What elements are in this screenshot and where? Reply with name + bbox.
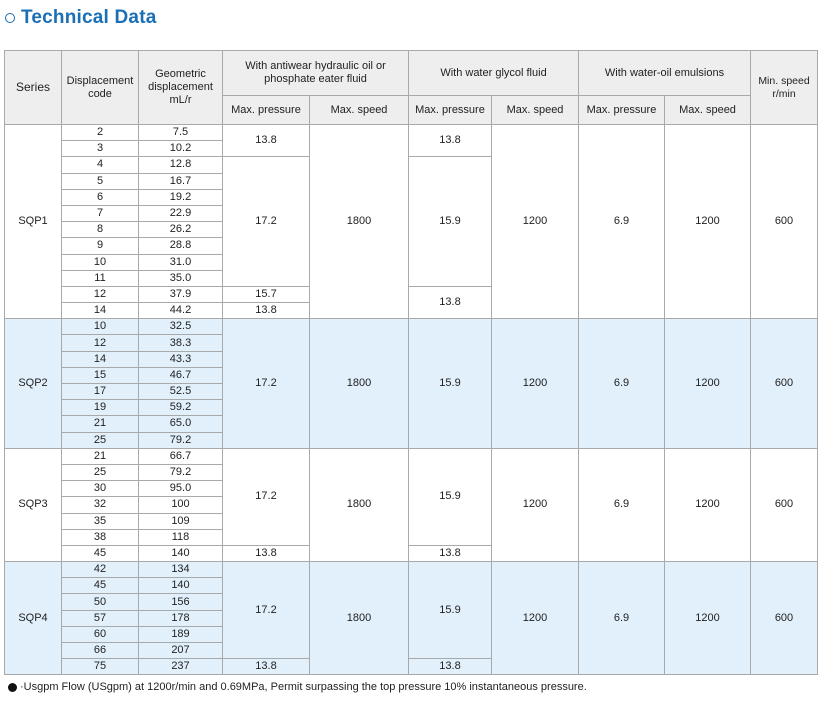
code-cell: 5: [62, 173, 139, 189]
footnote: [8, 681, 587, 693]
we-pressure-cell: 6.9: [579, 562, 665, 675]
code-cell: 17: [62, 384, 139, 400]
code-cell: 14: [62, 303, 139, 319]
header-max-speed: Max. speed: [492, 96, 579, 125]
code-cell: 75: [62, 659, 139, 675]
code-cell: 11: [62, 270, 139, 286]
code-cell: 38: [62, 529, 139, 545]
we-speed-cell: 1200: [665, 448, 751, 561]
displacement-cell: 59.2: [139, 400, 223, 416]
code-cell: 57: [62, 610, 139, 626]
code-cell: 21: [62, 448, 139, 464]
displacement-cell: 189: [139, 626, 223, 642]
technical-data-table: [4, 50, 818, 675]
section-title: Technical Data: [21, 7, 157, 28]
displacement-cell: 7.5: [139, 125, 223, 141]
series-name: SQP1: [5, 125, 62, 319]
displacement-cell: 32.5: [139, 319, 223, 335]
code-cell: 3: [62, 141, 139, 157]
we-pressure-cell: 6.9: [579, 319, 665, 449]
code-cell: 9: [62, 238, 139, 254]
wg-pressure-cell: 15.9: [409, 319, 492, 449]
displacement-cell: 79.2: [139, 432, 223, 448]
header-max-speed: Max. speed: [665, 96, 751, 125]
aw-pressure-cell: 17.2: [223, 448, 310, 545]
code-cell: 2: [62, 125, 139, 141]
aw-pressure-cell: 17.2: [223, 157, 310, 287]
displacement-cell: 140: [139, 545, 223, 561]
table-row: [5, 448, 818, 464]
wg-speed-cell: 1200: [492, 448, 579, 561]
aw-pressure-cell: 17.2: [223, 319, 310, 449]
displacement-cell: 109: [139, 513, 223, 529]
circle-bullet-icon: [5, 13, 15, 23]
footnote-text: ·Usgpm Flow (USgpm) at 1200r/min and 0.69MPa, Permit surpassing the top pressure 10% instantaneous pressure.: [20, 681, 587, 693]
series-name: SQP2: [5, 319, 62, 449]
code-cell: 66: [62, 643, 139, 659]
displacement-cell: 134: [139, 562, 223, 578]
wg-pressure-cell: 13.8: [409, 286, 492, 318]
displacement-cell: 65.0: [139, 416, 223, 432]
code-cell: 25: [62, 432, 139, 448]
header-max-pressure: Max. pressure: [409, 96, 492, 125]
header-water-glycol-group: With water glycol fluid: [409, 51, 579, 96]
code-cell: 10: [62, 319, 139, 335]
table-row: [5, 562, 818, 578]
wg-pressure-cell: 13.8: [409, 125, 492, 157]
code-cell: 12: [62, 286, 139, 302]
code-cell: 50: [62, 594, 139, 610]
displacement-cell: 22.9: [139, 205, 223, 221]
table-row: [5, 125, 818, 141]
series-group-sqp2: [5, 319, 818, 449]
min-speed-cell: 600: [751, 125, 818, 319]
code-cell: 30: [62, 481, 139, 497]
displacement-cell: 46.7: [139, 367, 223, 383]
series-name: SQP3: [5, 448, 62, 561]
code-cell: 32: [62, 497, 139, 513]
code-cell: 4: [62, 157, 139, 173]
wg-speed-cell: 1200: [492, 125, 579, 319]
table-row: [5, 319, 818, 335]
code-cell: 35: [62, 513, 139, 529]
aw-pressure-cell: 13.8: [223, 303, 310, 319]
displacement-cell: 37.9: [139, 286, 223, 302]
series-group-sqp1: [5, 125, 818, 319]
header-series: Series: [5, 51, 62, 125]
series-group-sqp3: [5, 448, 818, 561]
displacement-cell: 178: [139, 610, 223, 626]
header-antiwear-group: With antiwear hydraulic oil or phosphate eater fluid: [223, 51, 409, 96]
aw-pressure-cell: 15.7: [223, 286, 310, 302]
aw-speed-cell: 1800: [310, 319, 409, 449]
displacement-cell: 140: [139, 578, 223, 594]
displacement-cell: 95.0: [139, 481, 223, 497]
code-cell: 21: [62, 416, 139, 432]
header-min-speed: Min. speed r/min: [751, 51, 818, 125]
aw-speed-cell: 1800: [310, 448, 409, 561]
header-displacement-code: Displacement code: [62, 51, 139, 125]
displacement-cell: 66.7: [139, 448, 223, 464]
min-speed-cell: 600: [751, 562, 818, 675]
header-max-pressure: Max. pressure: [579, 96, 665, 125]
displacement-cell: 38.3: [139, 335, 223, 351]
wg-speed-cell: 1200: [492, 319, 579, 449]
displacement-cell: 12.8: [139, 157, 223, 173]
displacement-cell: 156: [139, 594, 223, 610]
code-cell: 6: [62, 189, 139, 205]
wg-pressure-cell: 13.8: [409, 545, 492, 561]
displacement-cell: 31.0: [139, 254, 223, 270]
series-group-sqp4: [5, 562, 818, 675]
displacement-cell: 35.0: [139, 270, 223, 286]
code-cell: 15: [62, 367, 139, 383]
aw-speed-cell: 1800: [310, 562, 409, 675]
we-speed-cell: 1200: [665, 562, 751, 675]
code-cell: 19: [62, 400, 139, 416]
wg-pressure-cell: 15.9: [409, 562, 492, 659]
code-cell: 12: [62, 335, 139, 351]
section-heading: [5, 6, 157, 30]
header-max-speed: Max. speed: [310, 96, 409, 125]
code-cell: 14: [62, 351, 139, 367]
code-cell: 45: [62, 545, 139, 561]
aw-pressure-cell: 13.8: [223, 659, 310, 675]
displacement-cell: 43.3: [139, 351, 223, 367]
displacement-cell: 26.2: [139, 222, 223, 238]
displacement-cell: 44.2: [139, 303, 223, 319]
displacement-cell: 10.2: [139, 141, 223, 157]
we-speed-cell: 1200: [665, 319, 751, 449]
series-name: SQP4: [5, 562, 62, 675]
displacement-cell: 16.7: [139, 173, 223, 189]
aw-pressure-cell: 13.8: [223, 125, 310, 157]
aw-pressure-cell: 13.8: [223, 545, 310, 561]
we-pressure-cell: 6.9: [579, 448, 665, 561]
bullet-dot-icon: [8, 683, 17, 692]
code-cell: 25: [62, 464, 139, 480]
aw-pressure-cell: 17.2: [223, 562, 310, 659]
min-speed-cell: 600: [751, 448, 818, 561]
we-pressure-cell: 6.9: [579, 125, 665, 319]
displacement-cell: 79.2: [139, 464, 223, 480]
min-speed-cell: 600: [751, 319, 818, 449]
displacement-cell: 52.5: [139, 384, 223, 400]
code-cell: 10: [62, 254, 139, 270]
displacement-cell: 100: [139, 497, 223, 513]
displacement-cell: 118: [139, 529, 223, 545]
displacement-cell: 28.8: [139, 238, 223, 254]
displacement-cell: 19.2: [139, 189, 223, 205]
code-cell: 45: [62, 578, 139, 594]
displacement-cell: 237: [139, 659, 223, 675]
header-geometric-displacement: Geometric displacement mL/r: [139, 51, 223, 125]
wg-pressure-cell: 13.8: [409, 659, 492, 675]
wg-pressure-cell: 15.9: [409, 448, 492, 545]
header-water-oil-group: With water-oil emulsions: [579, 51, 751, 96]
aw-speed-cell: 1800: [310, 125, 409, 319]
wg-pressure-cell: 15.9: [409, 157, 492, 287]
code-cell: 60: [62, 626, 139, 642]
displacement-cell: 207: [139, 643, 223, 659]
header-max-pressure: Max. pressure: [223, 96, 310, 125]
code-cell: 7: [62, 205, 139, 221]
code-cell: 8: [62, 222, 139, 238]
wg-speed-cell: 1200: [492, 562, 579, 675]
we-speed-cell: 1200: [665, 125, 751, 319]
code-cell: 42: [62, 562, 139, 578]
